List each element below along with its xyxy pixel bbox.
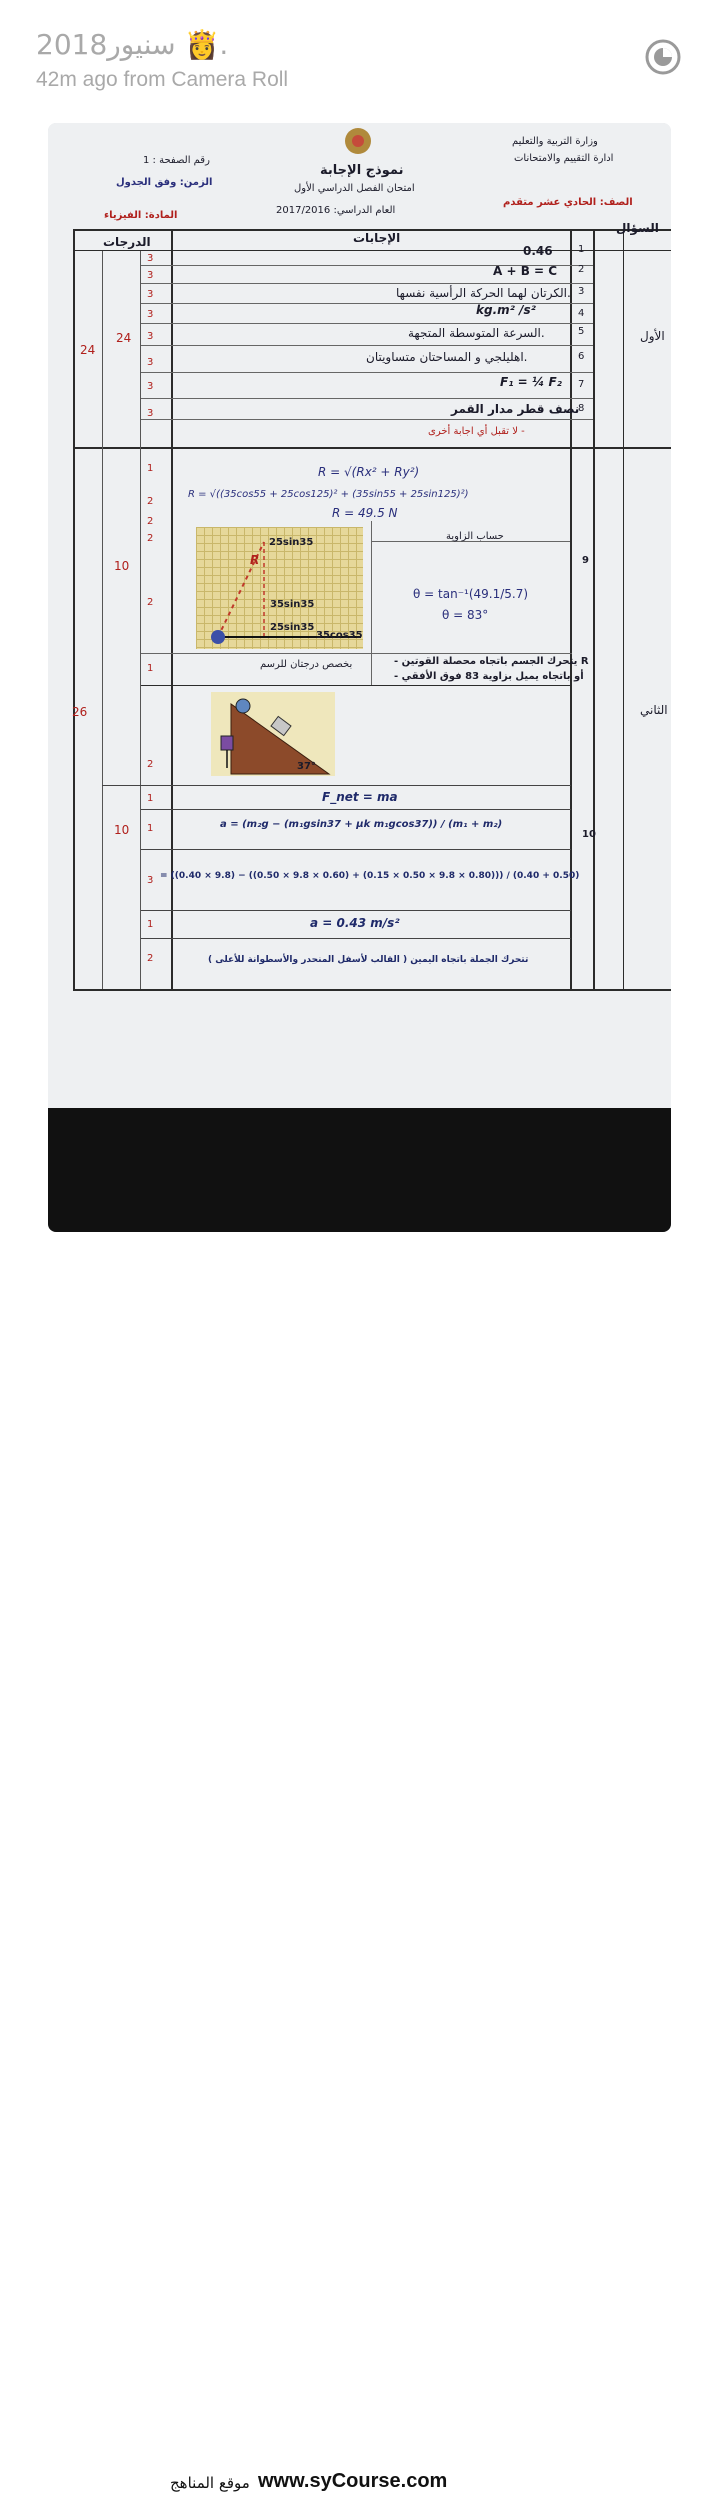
q9-number: 9 xyxy=(582,555,589,566)
story-title: سنيور2018 👸. xyxy=(36,28,229,61)
q10-mark: 1 xyxy=(147,919,154,930)
q2-label: الثاني xyxy=(640,703,668,717)
q1-answer: اهليلجي و المساحتان متساويتان. xyxy=(366,350,528,364)
angle-box-divider xyxy=(371,521,372,685)
q10-eq4: a = 0.43 m/s² xyxy=(310,916,400,930)
q1-mark: 3 xyxy=(147,253,154,264)
q1-mark: 3 xyxy=(147,270,154,281)
answers-header: الإجابات xyxy=(353,231,401,245)
q1-answer: السرعة المتوسطة المتجهة. xyxy=(408,326,545,340)
q9-mark: 1 xyxy=(147,463,154,474)
question-header: السؤال xyxy=(616,221,659,235)
row-divider xyxy=(141,283,593,284)
exam-time: الزمن: وفق الجدول xyxy=(116,177,213,188)
q1-total-marks: 24 xyxy=(80,343,96,357)
department-name: ادارة التقييم والامتحانات xyxy=(514,153,614,164)
q1-answer: الكرتان لهما الحركة الرأسية نفسها. xyxy=(396,286,571,300)
q10-note: تتحرك الجملة باتجاه اليمين ( القالب لأسفل المنحدر والأسطوانة للأعلى ) xyxy=(208,955,529,965)
q1-number: 7 xyxy=(578,379,585,390)
q2-total-marks: 26 xyxy=(72,705,88,719)
q10-eq1: F_net = ma xyxy=(322,790,398,804)
draw-note: بخصص درجتان للرسم xyxy=(260,659,353,670)
footer-site-name: موقع المناهج xyxy=(170,2474,250,2492)
q9-eq3: R = 49.5 N xyxy=(332,506,398,520)
q10-mark: 2 xyxy=(147,953,154,964)
story-header xyxy=(0,0,719,120)
q10-mark: 1 xyxy=(147,793,154,804)
q10-eq3: = ((0.40 × 9.8) − ((0.50 × 9.8 × 0.60) + (0.15 × 0.50 × 9.8 × 0.80))) / (0.40 + 0.50) xyxy=(160,871,580,881)
q9-eq1: R = √(Rx² + Ry²) xyxy=(318,465,420,479)
number-column-divider xyxy=(593,229,595,989)
q1-answer: A + B = C xyxy=(493,264,558,278)
q10-top-line xyxy=(102,785,571,786)
marks-header: الدرجات xyxy=(103,235,151,249)
q1-mark: 3 xyxy=(147,357,154,368)
q1-number: 3 xyxy=(578,286,585,297)
q1-mark: 3 xyxy=(147,289,154,300)
story-timestamp: 42m ago from Camera Roll xyxy=(36,68,289,91)
q1-number: 2 xyxy=(578,264,585,275)
q10-mark: 1 xyxy=(147,823,154,834)
q10-eq2: a = (m₂g − (m₁gsin37 + μk m₁gcos37)) / (m₁ + m₂) xyxy=(220,819,503,830)
grid-label: R xyxy=(250,553,260,567)
ministry-name: وزارة التربية والتعليم xyxy=(512,136,598,147)
footer-url: www.syCourse.com xyxy=(258,2470,448,2492)
table-bottom-border xyxy=(73,989,671,991)
grid-label: 25sin35 xyxy=(269,537,314,548)
q1-number: 1 xyxy=(578,244,585,255)
total-marks-divider xyxy=(102,251,103,989)
theta-eq2: θ = 83° xyxy=(442,608,489,622)
question-column-divider xyxy=(623,229,624,989)
table-left-border xyxy=(73,229,75,989)
q1-number: 8 xyxy=(578,403,585,414)
q10-number: 10 xyxy=(582,829,596,840)
q1-mark: 3 xyxy=(147,331,154,342)
q1-mark: 3 xyxy=(147,309,154,320)
grid-label: 25sin35 xyxy=(270,622,315,633)
row-divider xyxy=(141,323,593,324)
q10-mark: 2 xyxy=(147,759,154,770)
photo-answer-sheet[interactable] xyxy=(48,123,671,1232)
exam-name: امتحان الفصل الدراسي الأول xyxy=(294,183,415,194)
q1-number: 5 xyxy=(578,326,585,337)
q9-sub-marks: 10 xyxy=(114,559,130,573)
page-number: رقم الصفحة : 1 xyxy=(143,155,210,166)
grid-label: 35cos35 xyxy=(316,630,363,641)
q10-row-line xyxy=(141,849,571,850)
direction-note-1: - يتحرك الجسم باتجاه محصلة القوتين R xyxy=(394,656,589,667)
q1-note: لا تقبل أي اجابة أخرى - xyxy=(428,426,525,437)
q9-mark: 1 xyxy=(147,663,154,674)
row-divider xyxy=(141,345,593,346)
footer xyxy=(0,1232,719,2492)
sub-marks-divider xyxy=(140,251,141,989)
doc-title: نموذج الإجابة xyxy=(320,163,404,178)
q10-row-line xyxy=(141,938,571,939)
q1-answer: نصف قطر مدار القمر xyxy=(451,402,580,416)
grid-label: 35sin35 xyxy=(270,599,315,610)
q1-answer: kg.m² /s² xyxy=(476,303,536,317)
q1-number: 4 xyxy=(578,308,585,319)
incline-angle: 37° xyxy=(297,761,316,772)
q9-mark: 2 xyxy=(147,516,154,527)
academic-year: العام الدراسي: 2017/2016 xyxy=(276,205,396,216)
q10-sub-marks: 10 xyxy=(114,823,130,837)
draw-note-line xyxy=(141,653,572,654)
q9-eq2: R = √((35cos55 + 25cos125)² + (35sin55 + 25sin125)²) xyxy=(188,489,469,500)
q9-mark: 2 xyxy=(147,533,154,544)
q9-mark: 2 xyxy=(147,597,154,608)
q9-mark: 2 xyxy=(147,496,154,507)
incline-drawing xyxy=(211,692,335,776)
theta-eq1: θ = tan⁻¹(49.1/5.7) xyxy=(413,587,529,601)
q1-answer: 0.46 xyxy=(523,244,553,258)
row-divider xyxy=(141,372,593,373)
direction-note-2: - أو باتجاه يميل بزاوية 83 فوق الأفقي xyxy=(394,671,584,682)
q9-bottom-line xyxy=(141,685,572,686)
q1-label: الأول xyxy=(640,329,665,343)
grade: الصف: الحادي عشر متقدم xyxy=(503,197,633,208)
subject: المادة: الفيزياء xyxy=(104,210,178,221)
angle-title: حساب الزاوية xyxy=(446,531,504,542)
photo-dark-background xyxy=(48,1108,671,1232)
q1-answer: F₁ = ¼ F₂ xyxy=(500,375,562,389)
q10-row-line xyxy=(141,910,571,911)
q1-mark: 3 xyxy=(147,381,154,392)
q1-mark: 3 xyxy=(147,408,154,419)
story-view-icon[interactable] xyxy=(644,38,682,76)
q10-row-line xyxy=(141,809,571,810)
q10-mark: 3 xyxy=(147,875,154,886)
row-divider xyxy=(141,398,593,399)
row-divider xyxy=(141,419,593,420)
emirates-emblem-icon xyxy=(341,125,375,159)
q1-sub-marks: 24 xyxy=(116,331,132,345)
q1-number: 6 xyxy=(578,351,585,362)
q1-q2-divider xyxy=(73,447,671,449)
